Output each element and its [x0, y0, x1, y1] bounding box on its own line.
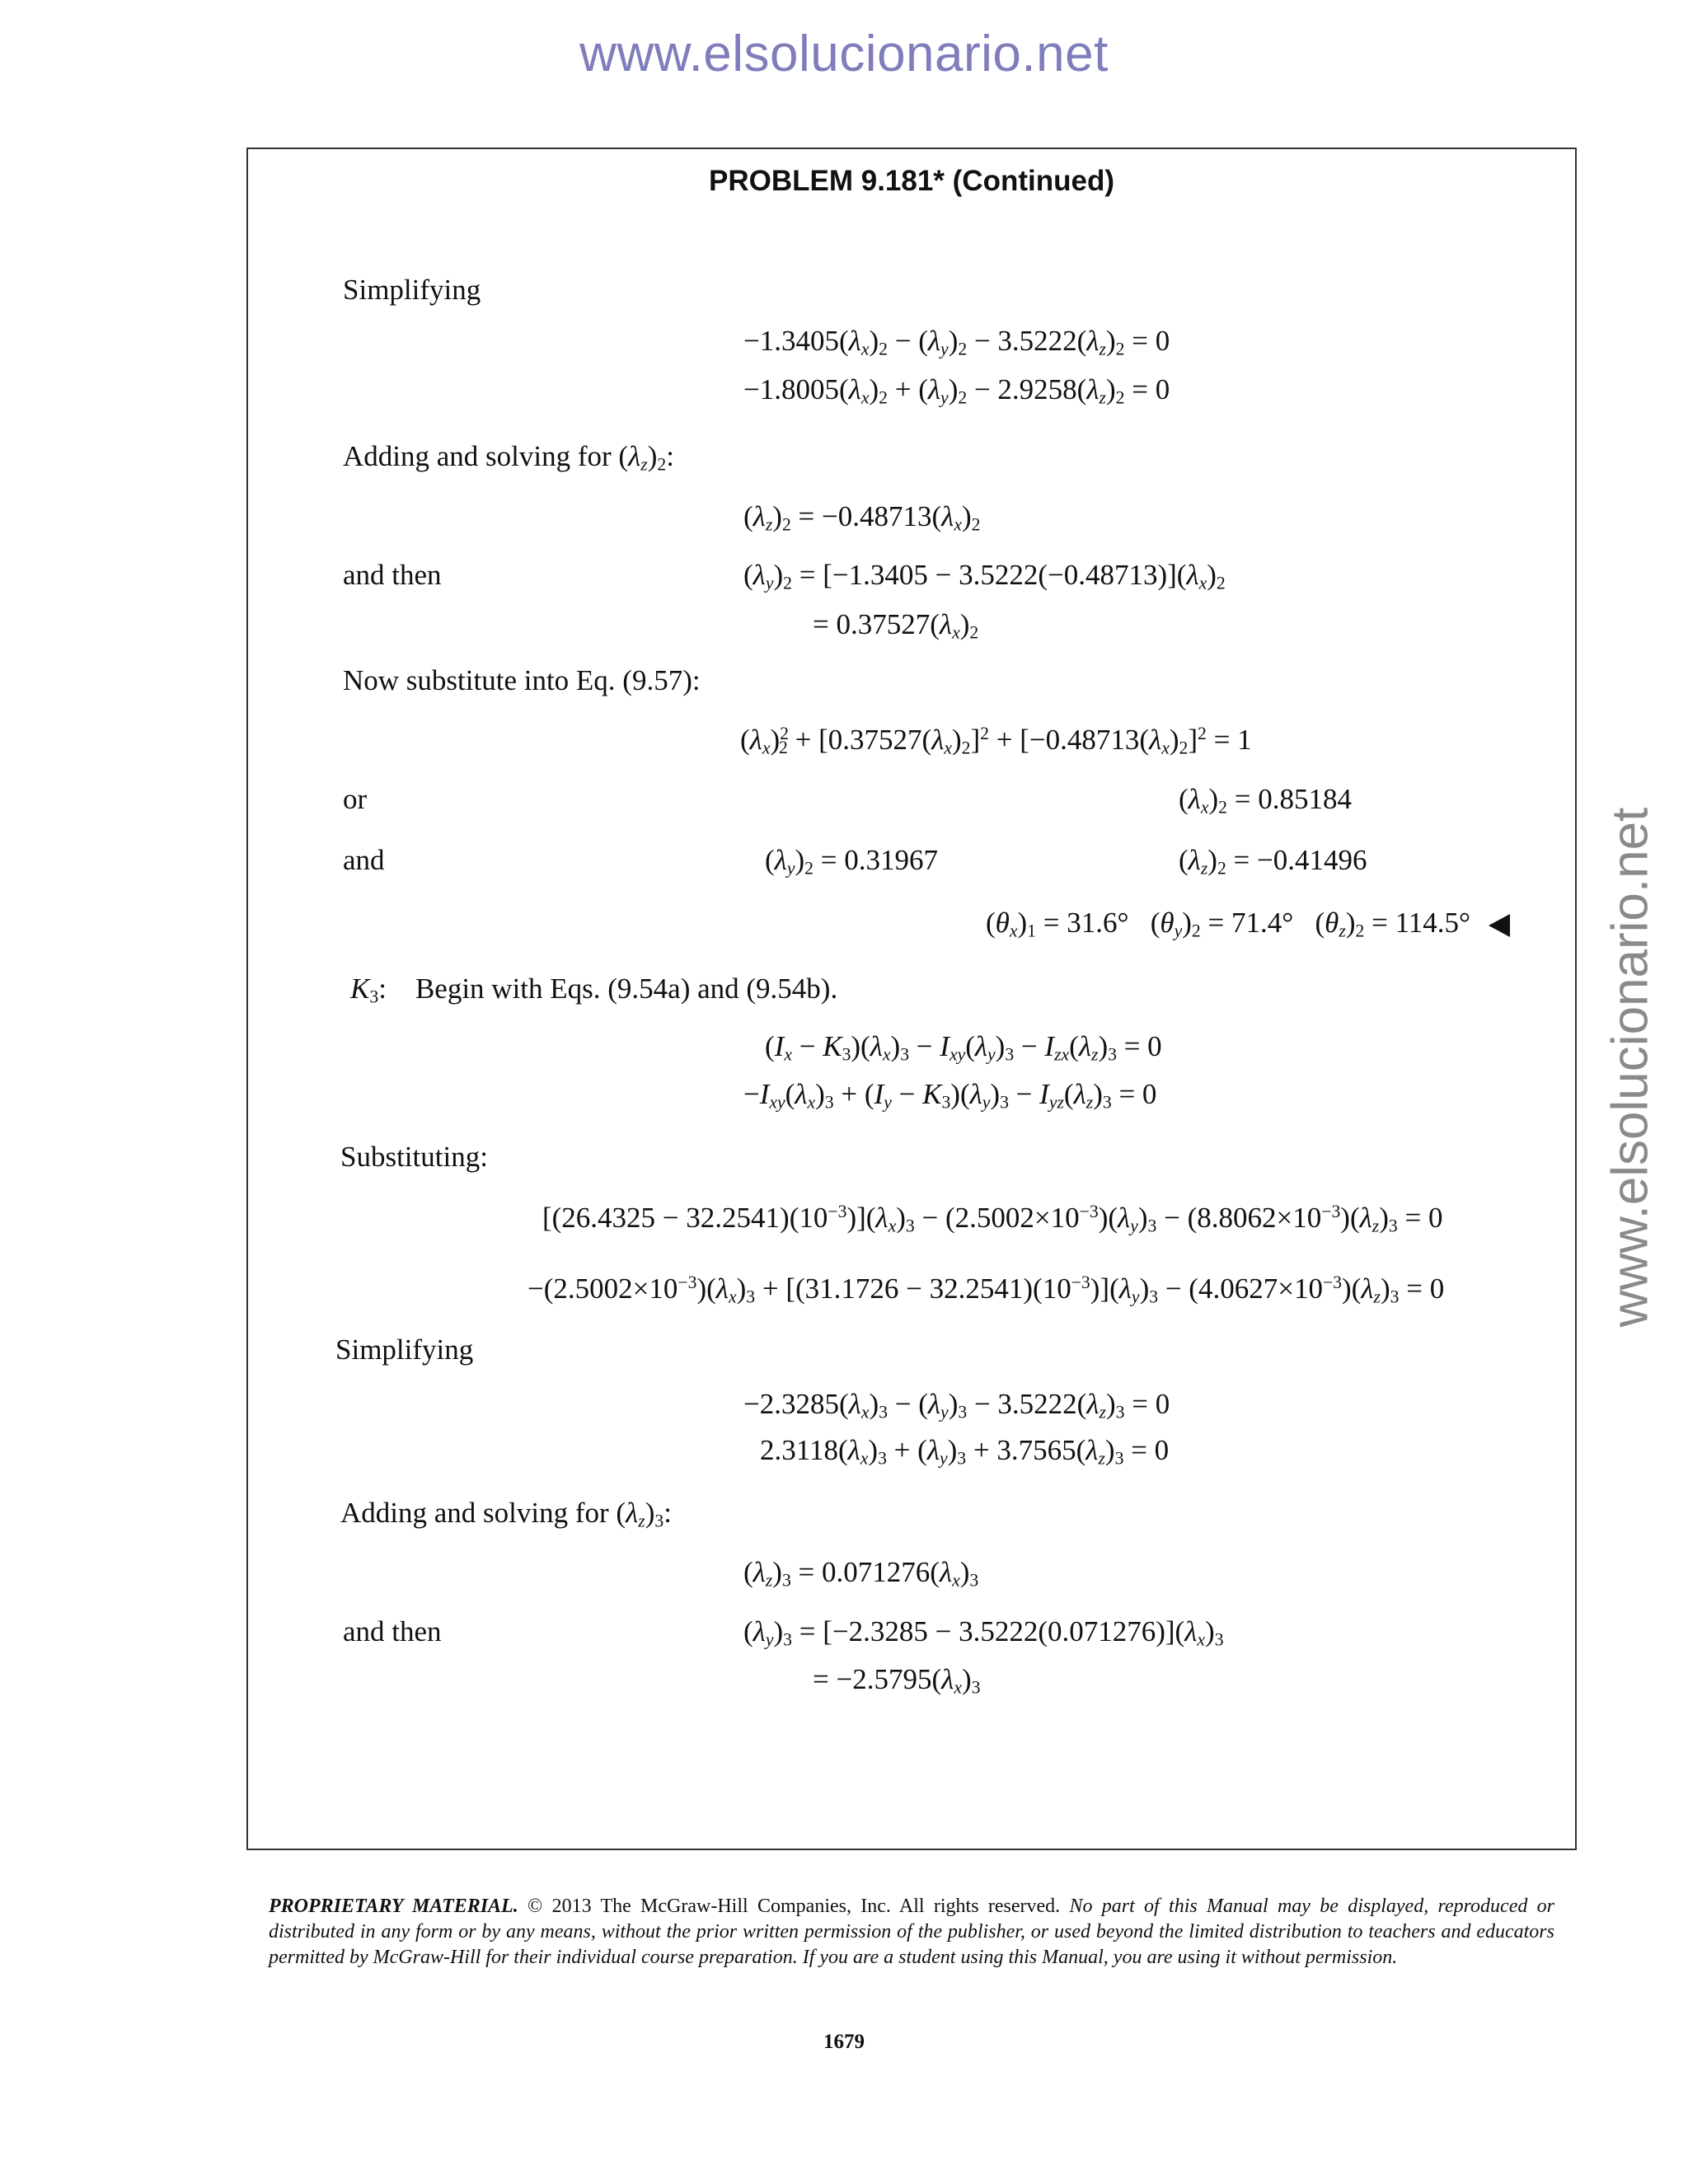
value-lambda-y2: 0.31967 [844, 844, 938, 876]
watermark-side-text: www.elsolucionario.net [1601, 807, 1659, 1328]
label-adding-solving-2: Adding and solving for $(\lambda_z)_3$: [340, 1497, 672, 1531]
label-and: and [343, 844, 385, 876]
label-simplifying-2: Simplifying [335, 1333, 474, 1366]
value-lambda-z2: −0.41496 [1257, 844, 1367, 876]
label-k3: $K_3$: Begin with Eqs. (9.54a) and (9.54b). [350, 972, 838, 1007]
label-adding-solving-1-text: Adding and solving for [343, 440, 612, 472]
page-title: PROBLEM 9.181* (Continued) [709, 165, 1114, 197]
equation-lambda-y3-expr: $(\lambda_y)_3 = [-2.3285 - 3.5222(0.071276)](\lambda_x)_3$ [743, 1615, 1224, 1650]
label-and-then-2: and then [343, 1615, 442, 1647]
equation-normalization: $(\lambda_x)^2_2 + [0.37527(\lambda_x)_2]^2 + [-0.48713(\lambda_x)_2]^2 = 1$ [740, 724, 1252, 758]
equation-substituted-b: $-(2.5002\times 10^{-3})(\lambda_x)_3 + [(31.1726 - 32.2541)(10^{-3})](\lambda_y)_3 - (4.0627\times 10^{-3})(\lambda_z)_3 = 0$ [528, 1272, 1445, 1307]
equation-substituted-a: $[(26.4325 - 32.2541)(10^{-3})](\lambda_x)_3 - (2.5002\times 10^{-3})(\lambda_y)_3 - (8.8062\times 10^{-3})(\lambda_z)_3 = 0$ [542, 1202, 1443, 1236]
equation-lambda-z3: $(\lambda_z)_3 = 0.071276(\lambda_x)_3$ [743, 1556, 979, 1591]
equation-lambda-y2-expr: $(\lambda_y)_2 = [-1.3405 - 3.5222(-0.48713)](\lambda_x)_2$ [743, 559, 1226, 593]
equation-simplified-1a: $-1.3405(\lambda_x)_2 - (\lambda_y)_2 - 3.5222(\lambda_z)_2 = 0$ [743, 325, 1170, 359]
label-or: or [343, 783, 368, 815]
footer-copyright: © 2013 The McGraw-Hill Companies, Inc. All rights reserved. [528, 1896, 1061, 1917]
label-simplifying-1: Simplifying [343, 274, 481, 306]
label-k3-text: Begin with Eqs. (9.54a) and (9.54b). [415, 972, 838, 1005]
equation-954a: $(I_x - K_3)(\lambda_x)_3 - I_{xy}(\lambda_y)_3 - I_{zx}(\lambda_z)_3 = 0$ [765, 1030, 1162, 1065]
equation-lambda-z2: $(\lambda_z)_2 = -0.48713(\lambda_x)_2$ [743, 500, 981, 535]
equation-simplified-2b: $2.3118(\lambda_x)_3 + (\lambda_y)_3 + 3.7565(\lambda_z)_3 = 0$ [760, 1434, 1170, 1469]
label-adding-solving-2-text: Adding and solving for [340, 1497, 609, 1529]
value-lambda-x2: 0.85184 [1258, 783, 1352, 815]
label-now-substitute: Now substitute into Eq. (9.57): [343, 664, 701, 696]
equation-lambda-y2-result: = $0.37527(\lambda_x)_2$ [813, 608, 979, 643]
equation-954b: $-I_{xy}(\lambda_x)_3 + (I_y - K_3)(\lambda_y)_3 - I_{yz}(\lambda_z)_3 = 0$ [743, 1078, 1157, 1113]
value-theta-z: 114.5° [1395, 907, 1471, 939]
value-theta-x: 31.6° [1067, 907, 1129, 939]
equation-lambda-y3-result: = $-2.5795(\lambda_x)_3$ [813, 1663, 981, 1698]
result-lambda-x2: $(\lambda_x)_2 = 0.85184$ [1179, 783, 1352, 818]
result-angles: $(\theta_x)_1 = 31.6^\circ$ $(\theta_y)_2 = 71.4^\circ$ $(\theta_z)_2 = 114.5^\circ$ [986, 908, 1510, 937]
equation-simplified-2a: $-2.3285(\lambda_x)_3 - (\lambda_y)_3 - 3.5222(\lambda_z)_3 = 0$ [743, 1388, 1170, 1422]
watermark-top: www.elsolucionario.net [579, 26, 1109, 82]
result-lambda-z2: $(\lambda_z)_2 = -0.41496$ [1179, 844, 1367, 879]
footer-bold-label: PROPRIETARY MATERIAL. [269, 1896, 518, 1917]
answer-marker-icon [1489, 914, 1510, 937]
value-theta-y: 71.4° [1231, 907, 1294, 939]
footer-notice-text: No part of this Manual may be displayed, reproduced or distributed in any form or by any means, without the prior written permission of the publisher, or used beyond the limited distribution to teachers and educators permitted by McGraw-Hill for their individual course preparation. If you are a student using this Manual, you are using it without permission. [269, 1896, 1554, 1968]
page-number: 1679 [823, 2031, 865, 2053]
result-lambda-y2: $(\lambda_y)_2 = 0.31967$ [765, 844, 938, 879]
label-substituting: Substituting: [340, 1141, 488, 1173]
label-adding-solving-1: Adding and solving for $(\lambda_z)_2$: [343, 440, 674, 475]
label-and-then-1: and then [343, 559, 442, 591]
footer-notice [269, 1894, 1554, 1971]
equation-simplified-1b: $-1.8005(\lambda_x)_2 + (\lambda_y)_2 - 2.9258(\lambda_z)_2 = 0$ [743, 373, 1170, 408]
